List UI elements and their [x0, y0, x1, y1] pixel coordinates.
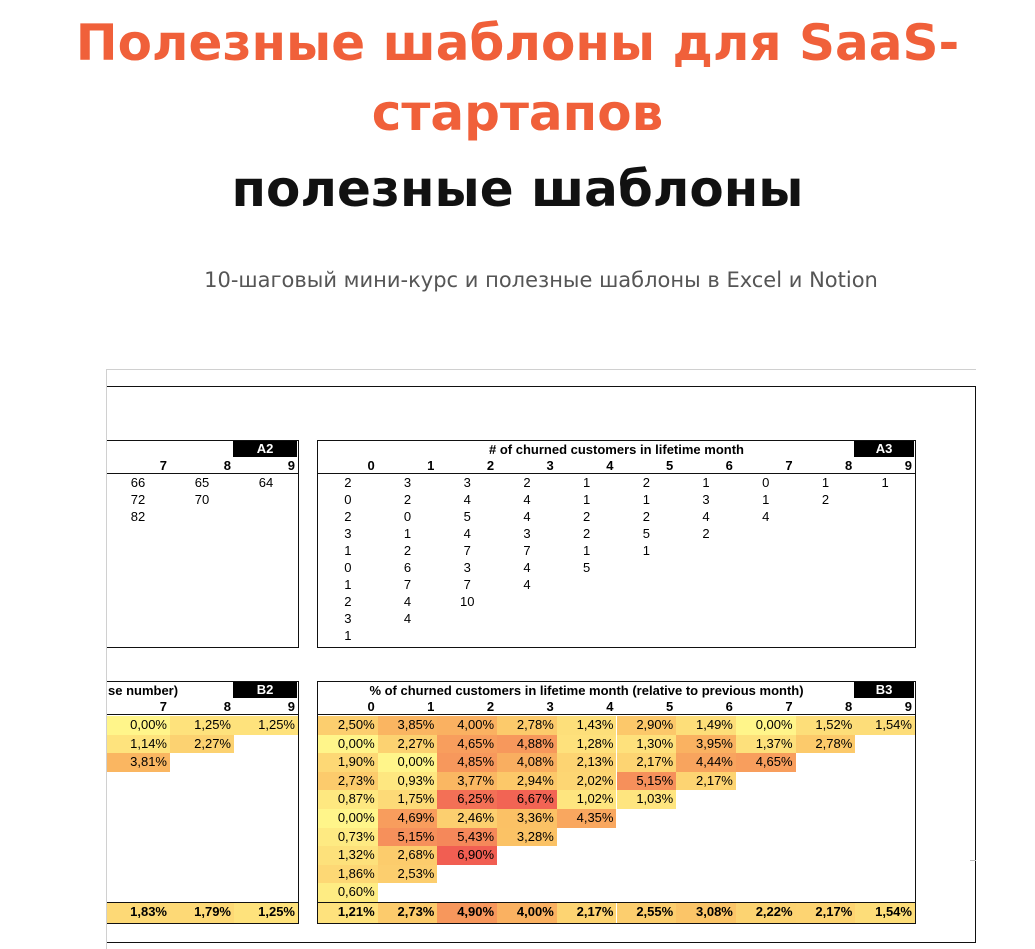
table-cell: 3,85%	[378, 716, 438, 735]
table-cell: 4	[463, 492, 471, 507]
table-cell: 2,27%	[378, 735, 438, 754]
hero-subtitle: 10-шаговый мини-курс и полезные шаблоны в Excel и Notion	[204, 268, 878, 292]
column-header: 3	[546, 458, 554, 473]
table-cell: 1,28%	[557, 735, 617, 754]
table-cell: 1	[762, 492, 770, 507]
table-cell: 2,73%	[318, 772, 378, 791]
table-cell: 1	[403, 526, 412, 541]
table-row	[318, 560, 915, 577]
column-header: 7	[785, 699, 793, 714]
column-header: 7	[159, 699, 167, 714]
table-cell: 5	[583, 560, 591, 575]
header-row	[318, 699, 915, 715]
table-cell: 1	[344, 628, 352, 643]
table-cell: 2,68%	[378, 846, 438, 865]
table-cell: 2,78%	[796, 735, 856, 754]
column-header: 4	[606, 699, 614, 714]
table-cell: 7	[463, 543, 471, 558]
table-cell: 1,86%	[318, 865, 378, 884]
column-header: 9	[287, 699, 295, 714]
table-cell: 3	[463, 560, 471, 575]
panel-title: % of churned customers in lifetime month (relative to previous month)	[369, 683, 804, 698]
table-row	[318, 543, 915, 560]
table-cell: 1,02%	[557, 790, 617, 809]
table-cell: 1	[642, 543, 650, 558]
totals-row	[318, 902, 915, 923]
table-cell: 1,90%	[318, 753, 378, 772]
table-cell: 4,65%	[437, 735, 497, 754]
table-row	[318, 865, 915, 884]
table-cell	[170, 753, 234, 772]
table-cell: 2,17%	[617, 753, 677, 772]
table-cell: 7	[403, 577, 412, 592]
panel-tag: A3	[854, 441, 914, 457]
table-cell: 4	[523, 492, 531, 507]
column-header: 9	[904, 458, 912, 473]
table-cell: 5	[642, 526, 650, 541]
table-cell: 2	[702, 526, 710, 541]
table-cell: 5,15%	[378, 828, 438, 847]
total-cell: 4,00%	[497, 903, 557, 923]
table-cell: 0,60%	[318, 883, 378, 902]
table-cell: 4	[523, 560, 531, 575]
table-cell: 4	[702, 509, 710, 524]
total-cell: 2,17%	[796, 903, 856, 923]
table-cell: 2	[403, 492, 412, 507]
column-header: 6	[725, 458, 733, 473]
panel-a3-churned-customers	[317, 440, 916, 648]
table-cell: 0	[344, 560, 352, 575]
table-cell: 4	[762, 509, 770, 524]
table-cell: 1	[583, 543, 591, 558]
table-cell: 72	[130, 492, 146, 507]
table-cell: 1,30%	[617, 735, 677, 754]
column-header: 2	[486, 699, 495, 714]
table-row	[106, 753, 298, 772]
table-cell: 2,53%	[378, 865, 438, 884]
table-cell: 2,17%	[676, 772, 736, 791]
table-cell: 1	[881, 475, 889, 490]
panel-tag: A2	[233, 441, 297, 457]
table-cell: 4,65%	[736, 753, 796, 772]
table-cell: 0	[403, 509, 412, 524]
hero-title	[0, 8, 1035, 224]
table-row	[106, 735, 298, 754]
panel-b3-churn-rate-relative	[317, 681, 916, 924]
total-cell: 1,54%	[855, 903, 915, 923]
table-cell: 6,90%	[437, 846, 497, 865]
table-cell: 2	[344, 509, 352, 524]
table-cell	[234, 753, 298, 772]
table-row	[318, 611, 915, 628]
table-cell: 3	[403, 475, 412, 490]
table-cell: 1,37%	[736, 735, 796, 754]
column-header: 8	[845, 699, 853, 714]
panel-a2-cohort-customers	[106, 440, 299, 648]
table-cell: 3	[702, 492, 710, 507]
panel-title: # of churned customers in lifetime month	[489, 442, 744, 457]
total-cell: 1,83%	[106, 903, 170, 923]
total-cell: 2,55%	[617, 903, 677, 923]
total-cell: 2,22%	[736, 903, 796, 923]
table-cell: 1,14%	[106, 735, 170, 754]
table-cell: 0	[344, 492, 352, 507]
table-cell: 5,15%	[617, 772, 677, 791]
table-cell: 3	[344, 611, 352, 626]
table-cell: 1,03%	[617, 790, 677, 809]
table-cell: 2	[642, 475, 650, 490]
panel-title: se number)	[108, 683, 179, 698]
table-cell: 2,27%	[170, 735, 234, 754]
panel-tag: B3	[854, 682, 914, 698]
table-cell	[234, 509, 298, 526]
table-row	[318, 828, 915, 847]
table-row	[318, 753, 915, 772]
table-cell: 3	[463, 475, 471, 490]
table-cell: 4	[523, 577, 531, 592]
table-cell: 7	[523, 543, 531, 558]
table-cell: 4	[463, 526, 471, 541]
spreadsheet-preview-image	[106, 369, 976, 949]
table-cell: 1,54%	[855, 716, 915, 735]
column-header: 7	[159, 458, 167, 473]
panel-tag: B2	[233, 682, 297, 698]
column-header: 5	[665, 699, 674, 714]
table-cell: 1	[344, 543, 352, 558]
table-cell: 2	[583, 526, 591, 541]
table-cell: 1,49%	[676, 716, 736, 735]
table-cell: 6,67%	[497, 790, 557, 809]
table-cell: 1	[821, 475, 830, 490]
table-cell: 1	[583, 492, 591, 507]
table-row	[106, 475, 298, 492]
total-cell: 2,17%	[557, 903, 617, 923]
table-cell: 2,46%	[437, 809, 497, 828]
column-header: 6	[725, 699, 733, 714]
table-cell: 2	[821, 492, 830, 507]
table-cell: 64	[258, 475, 274, 490]
table-cell: 2	[344, 594, 352, 609]
table-cell: 4	[523, 509, 531, 524]
table-cell: 70	[194, 492, 210, 507]
table-cell: 10	[460, 594, 475, 609]
table-cell: 0,00%	[378, 753, 438, 772]
table-cell: 4,00%	[437, 716, 497, 735]
table-row	[318, 492, 915, 509]
column-header: 9	[287, 458, 295, 473]
total-cell: 2,73%	[378, 903, 438, 923]
table-row	[318, 772, 915, 791]
column-header: 2	[486, 458, 495, 473]
table-row	[318, 628, 915, 645]
table-cell: 65	[194, 475, 210, 490]
header-row	[318, 458, 915, 474]
header-row	[106, 458, 298, 474]
table-cell: 1	[344, 577, 352, 592]
table-cell: 0,00%	[318, 809, 378, 828]
table-cell: 1,75%	[378, 790, 438, 809]
table-cell: 3,77%	[437, 772, 497, 791]
column-header: 3	[546, 699, 554, 714]
table-cell: 1	[702, 475, 710, 490]
table-cell	[234, 735, 298, 754]
header-row	[106, 699, 298, 715]
column-header: 0	[367, 699, 375, 714]
table-cell: 2,94%	[497, 772, 557, 791]
table-cell: 0,87%	[318, 790, 378, 809]
table-row	[318, 509, 915, 526]
table-cell: 2	[523, 475, 531, 490]
table-row	[318, 735, 915, 754]
total-cell: 1,21%	[318, 903, 378, 923]
table-cell: 1	[583, 475, 591, 490]
table-cell: 4	[403, 611, 412, 626]
table-cell: 0,00%	[106, 716, 170, 735]
table-cell: 0,00%	[736, 716, 796, 735]
table-cell: 7	[463, 577, 471, 592]
table-row	[318, 475, 915, 492]
table-cell	[170, 509, 234, 526]
table-cell: 1,25%	[170, 716, 234, 735]
column-header: 1	[427, 458, 435, 473]
table-cell: 1,43%	[557, 716, 617, 735]
column-header: 0	[367, 458, 375, 473]
table-cell: 4,69%	[378, 809, 438, 828]
table-row	[106, 716, 298, 735]
table-row	[318, 790, 915, 809]
table-cell: 6	[403, 560, 412, 575]
table-cell: 2,50%	[318, 716, 378, 735]
column-header: 1	[427, 699, 435, 714]
table-cell: 4,85%	[437, 753, 497, 772]
hero-title-accent: Полезные шаблоны для SaaS-стартапов	[75, 14, 960, 142]
table-cell: 2	[583, 509, 591, 524]
hero-title-secondary: полезные шаблоны	[231, 160, 804, 218]
total-cell: 1,25%	[234, 903, 298, 923]
table-cell: 0	[762, 475, 770, 490]
table-cell: 2,90%	[617, 716, 677, 735]
table-cell: 2	[642, 509, 650, 524]
total-cell: 1,79%	[170, 903, 234, 923]
scroll-edge-mark	[970, 860, 976, 861]
table-cell: 3,81%	[106, 753, 170, 772]
table-cell: 82	[130, 509, 146, 524]
totals-row	[106, 902, 298, 923]
table-cell: 0,73%	[318, 828, 378, 847]
table-row	[318, 526, 915, 543]
table-cell: 4,08%	[497, 753, 557, 772]
table-row	[318, 809, 915, 828]
table-cell: 1	[642, 492, 650, 507]
table-cell: 1,32%	[318, 846, 378, 865]
table-cell: 4	[403, 594, 412, 609]
column-header: 4	[606, 458, 614, 473]
table-cell: 3,28%	[497, 828, 557, 847]
table-cell: 0,00%	[318, 735, 378, 754]
table-row	[318, 577, 915, 594]
table-cell: 2	[344, 475, 352, 490]
table-cell: 4,88%	[497, 735, 557, 754]
column-header: 9	[904, 699, 912, 714]
total-cell: 4,90%	[437, 903, 497, 923]
panel-b2-churn-rate	[106, 681, 299, 924]
table-cell: 4,35%	[557, 809, 617, 828]
table-cell: 6,25%	[437, 790, 497, 809]
table-cell: 3	[344, 526, 352, 541]
table-cell: 2,02%	[557, 772, 617, 791]
column-header: 8	[845, 458, 853, 473]
table-cell: 3,36%	[497, 809, 557, 828]
column-header: 8	[223, 699, 231, 714]
table-row	[318, 883, 915, 902]
table-row	[106, 492, 298, 509]
table-cell: 3	[523, 526, 531, 541]
table-cell: 5,43%	[437, 828, 497, 847]
table-cell: 66	[130, 475, 146, 490]
table-cell: 3,95%	[676, 735, 736, 754]
table-row	[318, 594, 915, 611]
table-cell: 5	[463, 509, 471, 524]
table-row	[318, 846, 915, 865]
table-cell: 2,78%	[497, 716, 557, 735]
column-header: 5	[665, 458, 674, 473]
table-cell: 0,93%	[378, 772, 438, 791]
table-cell: 1,52%	[796, 716, 856, 735]
column-header: 8	[223, 458, 231, 473]
table-row	[106, 509, 298, 526]
table-row	[318, 716, 915, 735]
table-cell: 4,44%	[676, 753, 736, 772]
table-cell	[234, 492, 298, 509]
table-cell: 2	[403, 543, 412, 558]
table-cell: 2,13%	[557, 753, 617, 772]
table-cell: 1,25%	[234, 716, 298, 735]
total-cell: 3,08%	[676, 903, 736, 923]
column-header: 7	[785, 458, 793, 473]
